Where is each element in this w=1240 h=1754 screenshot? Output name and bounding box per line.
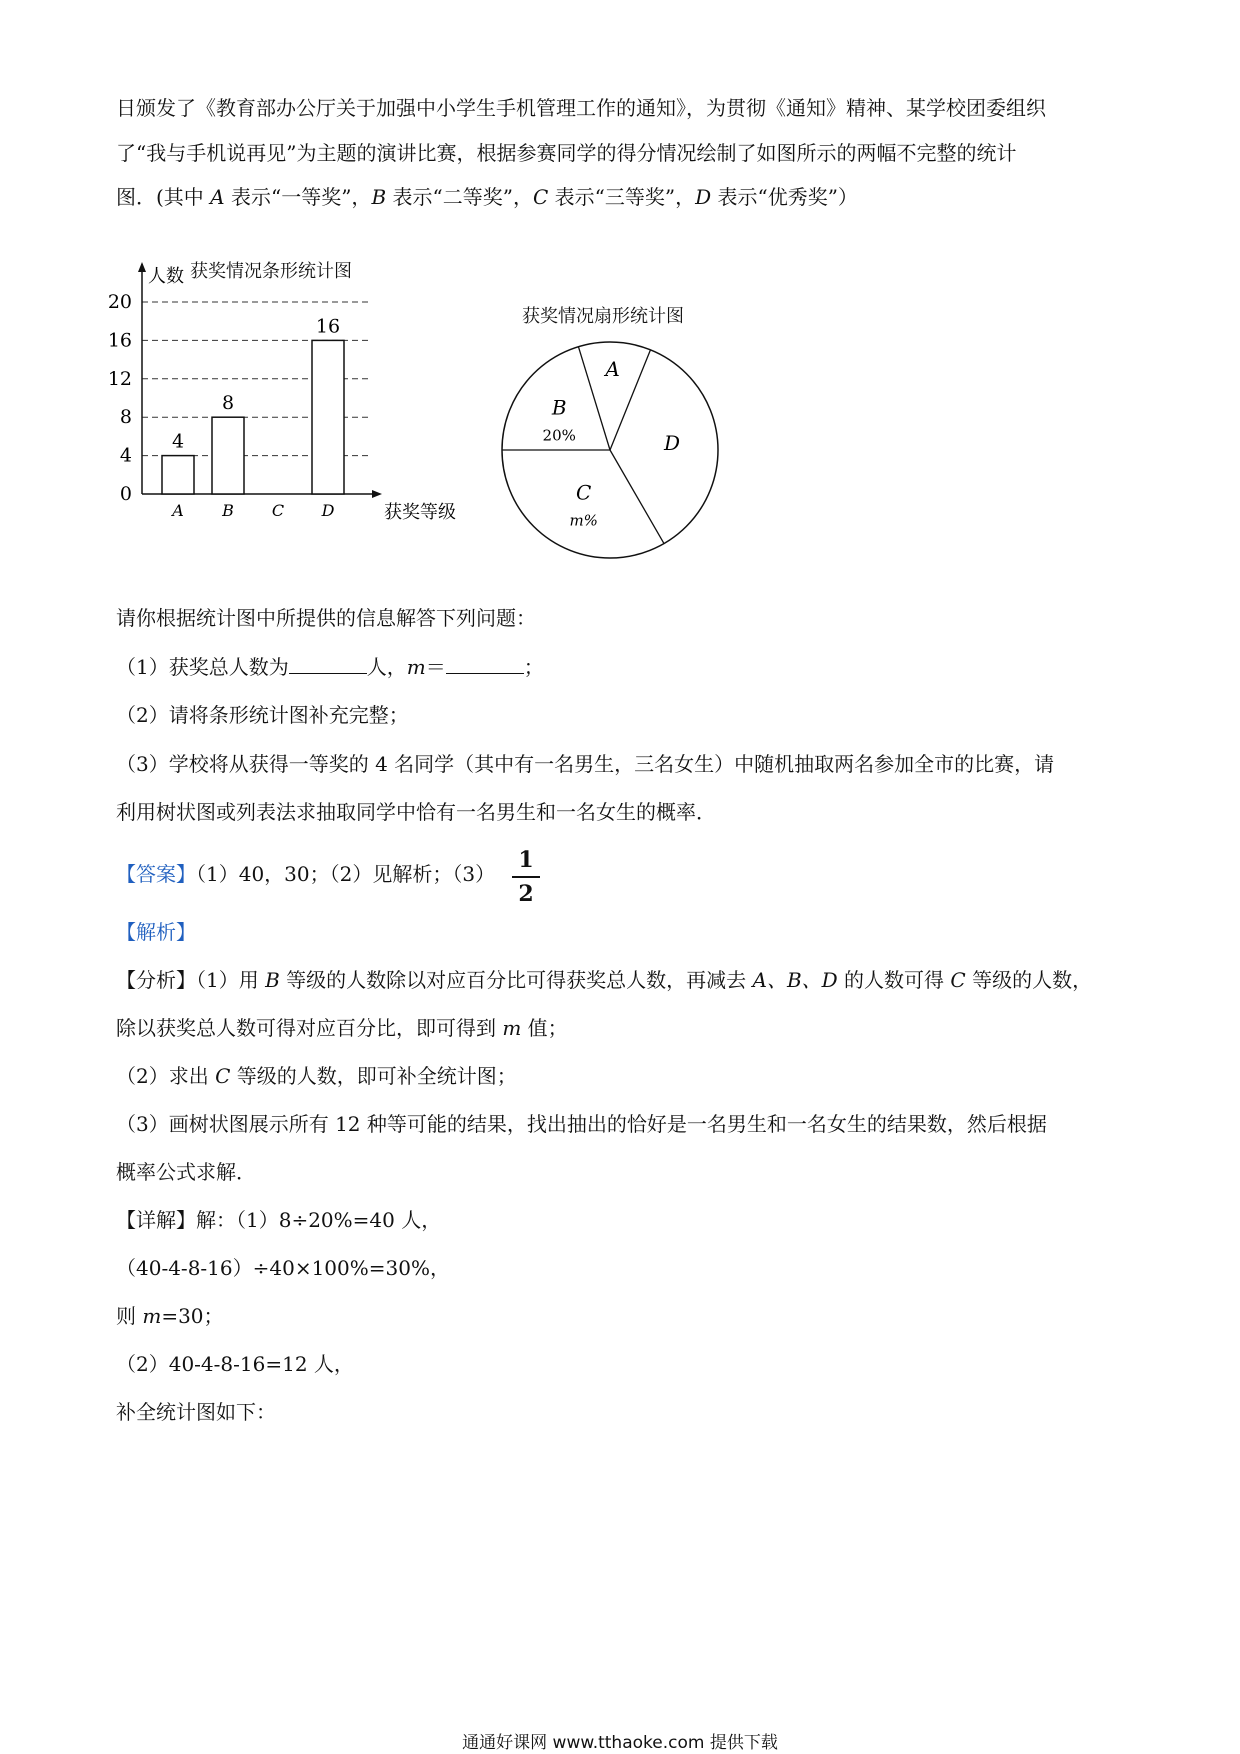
fraction-denominator: 2 xyxy=(518,881,534,907)
pie-slice-value-b: 20% xyxy=(542,426,576,445)
x-tick-label: A xyxy=(172,501,184,520)
question-1 xyxy=(116,653,544,681)
analysis-text: 值； xyxy=(521,1016,568,1040)
question-prompt: 请你根据统计图中所提供的信息解答下列问题： xyxy=(116,606,536,630)
bar-chart-title: 获奖情况条形统计图 xyxy=(190,261,352,282)
bar-chart xyxy=(107,262,462,592)
y-axis-label: 人数 xyxy=(148,266,184,287)
answer-line xyxy=(116,860,495,888)
solution-text: =30； xyxy=(161,1304,224,1328)
analysis-line-5: 概率公式求解． xyxy=(116,1160,256,1184)
answer-fraction xyxy=(512,846,540,908)
y-axis-arrow xyxy=(138,262,146,272)
intro-text: 表示“二等奖”， xyxy=(386,185,533,209)
var-c: C xyxy=(215,1064,231,1088)
var-m: m xyxy=(406,655,426,679)
fraction-bar xyxy=(512,876,540,878)
var-m: m xyxy=(502,1016,522,1040)
intro-line-3 xyxy=(116,183,858,211)
analysis-text: 等级的人数除以对应百分比可得获奖总人数，再减去 xyxy=(279,968,753,992)
bar-value-label: 16 xyxy=(315,315,341,338)
analysis-text: 等级的人数，即可补全统计图； xyxy=(230,1064,517,1088)
bar-value-label: 8 xyxy=(221,392,235,415)
q1-text: ； xyxy=(523,655,544,679)
answer-text: （1）40，30；（2）见解析；（3） xyxy=(196,862,496,886)
analysis-line-3 xyxy=(116,1062,517,1090)
var-m: m xyxy=(142,1304,162,1328)
solution-text: 解：（1）8÷20%=40 人， xyxy=(196,1208,442,1232)
analysis-line-1 xyxy=(116,966,1092,994)
var-b: B xyxy=(265,968,280,992)
pie-slice-label-d: D xyxy=(663,431,681,455)
solution-line-1 xyxy=(116,1206,441,1234)
analysis-line-4: （3）画树状图展示所有 12 种等可能的结果，找出抽出的恰好是一名男生和一名女生的结果数，然后根据 xyxy=(116,1112,1047,1136)
solution-line-5: 补全统计图如下： xyxy=(116,1400,276,1424)
answer-tag: 【答案】 xyxy=(116,862,196,886)
intro-text: 表示“优秀奖”） xyxy=(711,185,858,209)
x-axis-label: 获奖等级 xyxy=(384,502,456,523)
q1-text: ＝ xyxy=(425,655,446,679)
y-tick-label: 12 xyxy=(107,367,132,390)
solution-line-4: （2）40-4-8-16=12 人， xyxy=(116,1352,354,1376)
pie-chart-title: 获奖情况扇形统计图 xyxy=(522,306,684,327)
analysis-text: 等级的人数， xyxy=(965,968,1093,992)
analysis-text: （1）用 xyxy=(196,968,266,992)
analysis-fx-tag: 【分析】 xyxy=(116,968,196,992)
y-tick-label: 4 xyxy=(119,444,132,467)
y-tick-label: 8 xyxy=(119,406,132,429)
solution-tag: 【详解】 xyxy=(116,1208,196,1232)
var-d: D xyxy=(695,185,712,209)
pie-slice-value-c: m% xyxy=(569,511,598,530)
bar-a xyxy=(162,456,194,494)
var-a: A xyxy=(210,185,225,209)
question-3-line-1: （3）学校将从获得一等奖的 4 名同学（其中有一名男生，三名女生）中随机抽取两名参加全市的比赛，请 xyxy=(116,752,1055,776)
q1-text: （1）获奖总人数为 xyxy=(116,655,289,679)
intro-line-1: 日颁发了《教育部办公厅关于加强中小学生手机管理工作的通知》，为贯彻《通知》精神、某学校团委组织 xyxy=(116,96,1046,120)
pie-slice-label-b: B xyxy=(551,395,567,420)
x-axis-arrow xyxy=(372,490,382,498)
var-abd: A、B、D xyxy=(752,968,838,992)
bar-b xyxy=(212,417,244,494)
analysis-text: 除以获奖总人数可得对应百分比，即可得到 xyxy=(116,1016,503,1040)
var-c: C xyxy=(950,968,966,992)
footer-credit: 通通好课网 www.tthaoke.com 提供下载 xyxy=(462,1733,778,1753)
question-2: （2）请将条形统计图补充完整； xyxy=(116,703,409,727)
q1-blank-m xyxy=(446,653,524,674)
x-tick-label: B xyxy=(222,501,234,520)
pie-slice-label-c: C xyxy=(576,480,592,505)
analysis-text: （2）求出 xyxy=(116,1064,216,1088)
analysis-tag: 【解析】 xyxy=(116,920,196,944)
x-tick-label: D xyxy=(321,501,335,520)
analysis-text: 的人数可得 xyxy=(837,968,951,992)
fraction-numerator: 1 xyxy=(518,847,534,873)
solution-line-2: （40-4-8-16）÷40×100%=30%， xyxy=(116,1256,450,1280)
bar-value-label: 4 xyxy=(171,430,185,453)
intro-text: 图．(其中 xyxy=(116,185,211,209)
solution-text: 则 xyxy=(116,1304,143,1328)
x-tick-label: C xyxy=(271,501,285,520)
y-tick-label: 16 xyxy=(107,329,132,352)
question-3-line-2: 利用树状图或列表法求抽取同学中恰有一名男生和一名女生的概率． xyxy=(116,800,716,824)
intro-line-2: 了“我与手机说再见”为主题的演讲比赛，根据参赛同学的得分情况绘制了如图所示的两幅不完整的统计 xyxy=(116,141,1017,165)
solution-line-3 xyxy=(116,1302,224,1330)
q1-blank-total xyxy=(289,653,367,674)
var-c: C xyxy=(532,185,549,209)
pie-slice-label-a: A xyxy=(605,357,620,382)
var-b: B xyxy=(371,185,387,209)
analysis-line-2 xyxy=(116,1014,568,1042)
intro-text: 表示“三等奖”， xyxy=(548,185,696,209)
bar-d xyxy=(312,340,344,494)
y-tick-label: 0 xyxy=(119,483,132,505)
pie-chart xyxy=(495,335,725,565)
q1-text: 人， xyxy=(366,655,407,679)
intro-text: 表示“一等奖”， xyxy=(224,185,372,209)
y-tick-label: 20 xyxy=(107,291,132,313)
